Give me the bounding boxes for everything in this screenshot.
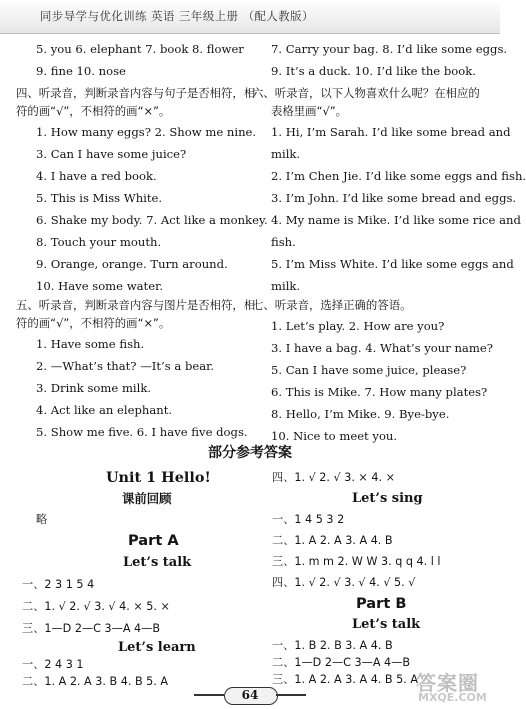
list-item: 9. Orange, orange. Turn around.	[36, 257, 228, 271]
answer-line: 二、1. A 2. A 3. A 4. B	[272, 534, 393, 547]
list-item: 1. Let’s play. 2. How are you?	[271, 319, 445, 333]
list-item: 4. Act like an elephant.	[36, 403, 173, 417]
answer-line: 二、1—D 2—C 3—A 4—B	[272, 656, 411, 669]
list-item: 6. Shake my body. 7. Act like a monkey.	[36, 213, 268, 227]
section-title: 六、听录音，以下人物喜欢什么呢？在相应的	[252, 86, 480, 100]
text-line: 7. Carry your bag. 8. I’d like some eggs.	[271, 42, 508, 56]
ornament	[276, 694, 306, 696]
text-line: 9. It’s a duck. 10. I’d like the book.	[271, 64, 476, 78]
section-title: 四、听录音，判断录音内容与句子是否相符，相	[16, 86, 256, 100]
list-item: 4. I have a red book.	[36, 169, 157, 183]
list-item: 4. My name is Mike. I’d like some rice and	[271, 213, 521, 227]
book-title: 同步导学与优化训练 英语 三年级上册 （配人教版）	[40, 9, 314, 23]
answer-line: 四、1. √ 2. √ 3. × 4. ×	[272, 471, 395, 484]
list-item: 10. Have some water.	[36, 279, 164, 293]
watermark-subtext: MXQE.COM	[418, 691, 487, 704]
list-item: 5. Show me five. 6. I have five dogs.	[36, 425, 248, 439]
list-item: 10. Nice to meet you.	[271, 429, 398, 443]
review-answer: 略	[36, 513, 48, 526]
answer-line: 二、1. √ 2. √ 3. √ 4. × 5. ×	[22, 600, 170, 613]
answer-line: 一、2 4 3 1	[22, 658, 84, 671]
answer-line: 一、1. B 2. B 3. A 4. B	[272, 639, 393, 652]
answers-title: 部分参考答案	[208, 445, 292, 461]
lets-sing-title: Let’s sing	[352, 491, 423, 506]
answer-line: 三、1—D 2—C 3—A 4—B	[22, 622, 161, 635]
watermark-text: 答案圈	[416, 671, 479, 695]
list-item: 1. How many eggs? 2. Show me nine.	[36, 125, 257, 139]
list-item: 8. Touch your mouth.	[36, 235, 162, 249]
section-title: 七、听录音，选择正确的答语。	[252, 298, 412, 312]
answer-line: 一、2 3 1 5 4	[22, 578, 95, 591]
list-item: fish.	[271, 235, 296, 249]
section-title: 五、听录音，判断录音内容与图片是否相符，相	[16, 298, 256, 312]
list-item: 8. Hello, I’m Mike. 9. Bye-bye.	[271, 407, 450, 421]
answer-line: 一、1 4 5 3 2	[272, 513, 345, 526]
list-item: 2. I’m Chen Jie. I’d like some eggs and fish.	[271, 169, 526, 183]
part-a-title: Part A	[128, 532, 179, 549]
unit-title: Unit 1 Hello!	[106, 469, 211, 486]
list-item: 3. I’m John. I’d like some bread and eggs.	[271, 191, 517, 205]
list-item: 1. Hi, I’m Sarah. I’d like some bread and	[271, 125, 511, 139]
list-item: 3. Can I have some juice?	[36, 147, 187, 161]
answer-line: 四、1. √ 2. √ 3. √ 4. √ 5. √	[272, 576, 416, 589]
page-header	[0, 0, 500, 34]
list-item: 1. Have some fish.	[36, 337, 145, 351]
list-item: 5. This is Miss White.	[36, 191, 163, 205]
text-line: 5. you 6. elephant 7. book 8. flower	[36, 42, 244, 56]
list-item: 3. I have a bag. 4. What’s your name?	[271, 341, 493, 355]
list-item: 2. —What’s that? —It’s a bear.	[36, 359, 215, 373]
answer-line: 二、1. A 2. A 3. B 4. B 5. A	[22, 675, 169, 688]
review-title: 课前回顾	[122, 491, 172, 506]
page-number: 64	[241, 688, 259, 702]
lets-learn-title-visible: Let’s learn	[118, 640, 196, 655]
list-item: milk.	[271, 147, 301, 161]
lets-talk-b-title: Let’s talk	[352, 617, 421, 632]
text-line: 9. fine 10. nose	[36, 64, 126, 78]
section-title: 表格里画“√”。	[271, 104, 348, 118]
part-b-title: Part B	[356, 595, 407, 612]
section-title: 符的画“√”，不相符的画“×”。	[16, 104, 171, 118]
list-item: 5. I’m Miss White. I’d like some eggs and	[271, 257, 514, 271]
page-number-badge	[210, 685, 290, 705]
answer-line: 三、1. m m 2. W W 3. q q 4. l l	[272, 555, 441, 568]
list-item: milk.	[271, 279, 301, 293]
list-item: 5. Can I have some juice, please?	[271, 363, 467, 377]
list-item: 3. Drink some milk.	[36, 381, 152, 395]
answer-line: 三、1. A 2. A 3. A 4. B 5. A	[272, 673, 419, 686]
section-title: 符的画“√”，不相符的画“×”。	[16, 316, 171, 330]
lets-talk-title: Let’s talk	[123, 555, 192, 570]
list-item: 6. This is Mike. 7. How many plates?	[271, 385, 488, 399]
watermark-logo	[416, 667, 494, 707]
